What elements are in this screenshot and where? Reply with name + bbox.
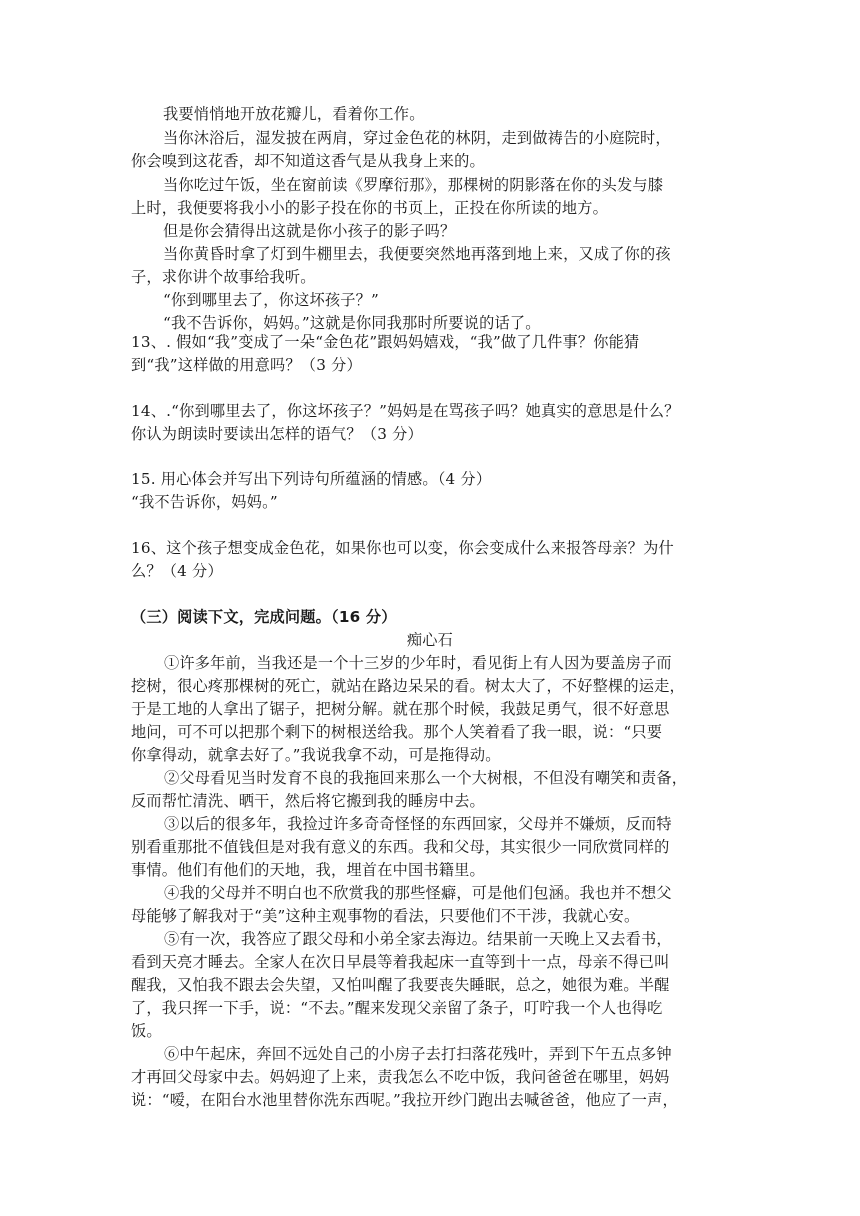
paragraph-line: 看到天亮才睡去。全家人在次日早晨等着我起床一直等到十一点，母亲不得已叫 — [131, 953, 670, 971]
paragraph-line: 你拿得动，就拿去好了。”我说我拿不动，可是拖得动。 — [131, 746, 501, 764]
paragraph-line: 母能够了解我对于“美”这种主观事物的看法，只要他们不干涉，我就心安。 — [131, 907, 640, 925]
poem-line: 当你吃过午饭，坐在窗前读《罗摩衍那》，那棵树的阴影落在你的头发与膝 — [163, 176, 664, 194]
passage-title: 痴心石 — [406, 631, 454, 649]
paragraph-line: 于是工地的人拿出了锯子，把树分解。就在那个时候，我鼓足勇气，很不好意思 — [131, 700, 670, 718]
paragraph-line: 才再回父母家中去。妈妈迎了上来，责我怎么不吃中饭，我问爸爸在哪里，妈妈 — [131, 1068, 670, 1086]
poem-line: “你到哪里去了，你这坏孩子？” — [163, 291, 379, 309]
paragraph-line: ③以后的很多年，我捡过许多奇奇怪怪的东西回家，父母并不嫌烦，反而特 — [164, 815, 672, 833]
poem-line: 当你黄昏时拿了灯到牛棚里去，我便要突然地再落到地上来，又成了你的孩 — [163, 245, 671, 263]
poem-line: 子，求你讲个故事给我听。 — [131, 268, 316, 286]
question-13: 13、. 假如“我”变成了一朵“金色花”跟妈妈嬉戏，“我”做了几件事？你能猜 — [131, 333, 640, 351]
question-15-quote: “我不告诉你，妈妈。” — [131, 493, 278, 511]
question-16-cont: 么？（4 分） — [131, 562, 223, 580]
paragraph-line: 说：“嗳，在阳台水池里替你洗东西呢。”我拉开纱门跑出去喊爸爸，他应了一声， — [131, 1091, 678, 1109]
section-heading: （三）阅读下文，完成问题。（16 分） — [131, 608, 397, 626]
paragraph-line: ②父母看见当时发育不良的我拖回来那么一个大树根，不但没有嘲笑和责备， — [164, 769, 688, 787]
paragraph-line: 事情。他们有他们的天地，我，埋首在中国书籍里。 — [131, 861, 485, 879]
question-13-cont: 到“我”这样做的用意吗？（3 分） — [131, 356, 362, 374]
poem-line: “我不告诉你，妈妈。”这就是你同我那时所要说的话了。 — [163, 314, 541, 332]
question-15: 15. 用心体会并写出下列诗句所蕴涵的情感。（4 分） — [131, 470, 492, 488]
paragraph-line: ①许多年前，当我还是一个十三岁的少年时，看见街上有人因为要盖房子而 — [164, 654, 672, 672]
poem-line: 我要悄悄地开放花瓣儿，看着你工作。 — [163, 105, 425, 123]
question-14: 14、.“你到哪里去了，你这坏孩子？”妈妈是在骂孩子吗？她真实的意思是什么？ — [131, 402, 680, 420]
paragraph-line: ④我的父母并不明白也不欣赏我的那些怪癖，可是他们包涵。我也并不想父 — [164, 884, 672, 902]
question-14-cont: 你认为朗读时要读出怎样的语气？（3 分） — [131, 425, 423, 443]
paragraph-line: 别看重那批不值钱但是对我有意义的东西。我和父母，其实很少一同欣赏同样的 — [131, 838, 670, 856]
paragraph-line: ⑤有一次，我答应了跟父母和小弟全家去海边。结果前一天晚上又去看书， — [164, 930, 672, 948]
poem-line: 你会嗅到这花香，却不知道这香气是从我身上来的。 — [131, 152, 485, 170]
poem-line: 上时，我便要将我小小的影子投在你的书页上，正投在你所读的地方。 — [131, 199, 609, 217]
paragraph-line: 醒我，又怕我不跟去会失望，又怕叫醒了我要丧失睡眠，总之，她很为难。半醒 — [131, 976, 670, 994]
paragraph-line: 挖树，很心疼那棵树的死亡，就站在路边呆呆的看。树太大了，不好整棵的运走， — [131, 677, 685, 695]
question-16: 16、这个孩子想变成金色花，如果你也可以变，你会变成什么来报答母亲？为什 — [131, 539, 674, 557]
paragraph-line: 饭。 — [131, 1022, 162, 1040]
paragraph-line: 了，我只挥一下手，说：“不去。”醒来发现父亲留了条子，叮咛我一个人也得吃 — [131, 999, 663, 1017]
paragraph-line: 反而帮忙清洗、晒干，然后将它搬到我的睡房中去。 — [131, 792, 485, 810]
paragraph-line: ⑥中午起床，奔回不远处自己的小房子去打扫落花残叶，弄到下午五点多钟 — [164, 1045, 672, 1063]
poem-line: 当你沐浴后，湿发披在两肩，穿过金色花的林阴，走到做祷告的小庭院时， — [163, 129, 671, 147]
paragraph-line: 地问，可不可以把那个剩下的树根送给我。那个人笑着看了我一眼，说：“只要 — [131, 723, 663, 741]
poem-line: 但是你会猜得出这就是你小孩子的影子吗？ — [163, 222, 456, 240]
